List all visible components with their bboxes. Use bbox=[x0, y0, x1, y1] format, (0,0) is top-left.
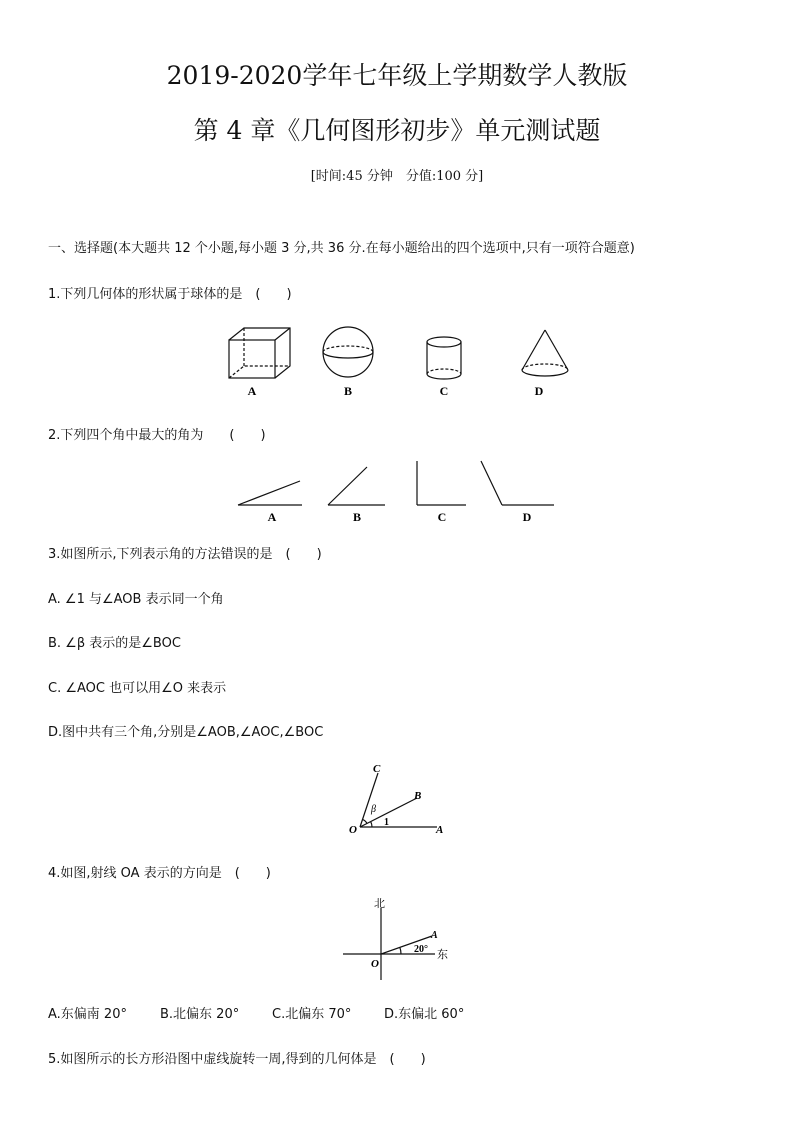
document-title-line2: 第 4 章《几何图形初步》单元测试题 bbox=[193, 116, 601, 145]
point-b-label: B bbox=[414, 790, 422, 802]
angle-one-label: 1 bbox=[384, 817, 389, 828]
section-heading: 一、选择题(本大题共 12 个小题,每小题 3 分,共 36 分.在每小题给出的四个选项中,只有一项符合题意) bbox=[48, 241, 635, 256]
q2-label-c: C bbox=[437, 510, 447, 524]
question-3-option-b: B. ∠β 表示的是∠BOC bbox=[48, 636, 181, 651]
q2-label-d: D bbox=[522, 510, 532, 524]
angle-b bbox=[328, 467, 385, 505]
q1-label-b: B bbox=[343, 384, 353, 398]
question-2-stem: 2.下列四个角中最大的角为 ( ) bbox=[48, 428, 266, 443]
q2-label-a: A bbox=[267, 510, 277, 524]
angle-d bbox=[481, 461, 554, 505]
point-o-label: O bbox=[371, 958, 379, 970]
question-1-stem: 1.下列几何体的形状属于球体的是 ( ) bbox=[48, 287, 292, 302]
q1-label-c: C bbox=[439, 384, 449, 398]
time-score-info: [时间:45 分钟 分值:100 分] bbox=[310, 169, 484, 184]
question-4-option-d: D.东偏北 60° bbox=[384, 1007, 465, 1022]
q4-direction-figure bbox=[340, 896, 458, 984]
east-label: 东 bbox=[437, 949, 448, 961]
point-c-label: C bbox=[373, 763, 381, 775]
north-label: 北 bbox=[374, 898, 385, 910]
question-4-option-b: B.北偏东 20° bbox=[160, 1007, 240, 1022]
question-4-option-c: C.北偏东 70° bbox=[272, 1007, 352, 1022]
angle-20-label: 20° bbox=[414, 944, 428, 955]
point-a-label: A bbox=[436, 824, 444, 836]
question-3-option-c: C. ∠AOC 也可以用∠O 来表示 bbox=[48, 681, 227, 696]
cone-solid bbox=[522, 330, 568, 376]
question-5-stem: 5.如图所示的长方形沿图中虚线旋转一周,得到的几何体是 ( ) bbox=[48, 1052, 426, 1067]
question-4-stem: 4.如图,射线 OA 表示的方向是 ( ) bbox=[48, 866, 271, 881]
point-o-label: O bbox=[349, 824, 357, 836]
q2-figure bbox=[230, 455, 565, 527]
document-title-line1: 2019-2020学年七年级上学期数学人教版 bbox=[166, 61, 628, 90]
point-a-label: A bbox=[431, 930, 438, 941]
question-4-option-a: A.东偏南 20° bbox=[48, 1007, 127, 1022]
question-3-option-d: D.图中共有三个角,分别是∠AOB,∠AOC,∠BOC bbox=[48, 725, 324, 740]
question-3-option-a: A. ∠1 与∠AOB 表示同一个角 bbox=[48, 592, 224, 607]
cube-solid bbox=[229, 328, 290, 378]
question-3-stem: 3.如图所示,下列表示角的方法错误的是 ( ) bbox=[48, 547, 322, 562]
cylinder-solid bbox=[427, 337, 461, 379]
q1-label-a: A bbox=[247, 384, 257, 398]
q1-label-d: D bbox=[534, 384, 544, 398]
angle-a bbox=[238, 481, 302, 505]
angle-beta-label: β bbox=[371, 804, 376, 815]
q3-angle-figure bbox=[340, 758, 455, 840]
sphere-solid bbox=[323, 327, 373, 377]
q1-figure bbox=[215, 322, 585, 400]
angle-c bbox=[417, 461, 466, 505]
q2-label-b: B bbox=[352, 510, 362, 524]
